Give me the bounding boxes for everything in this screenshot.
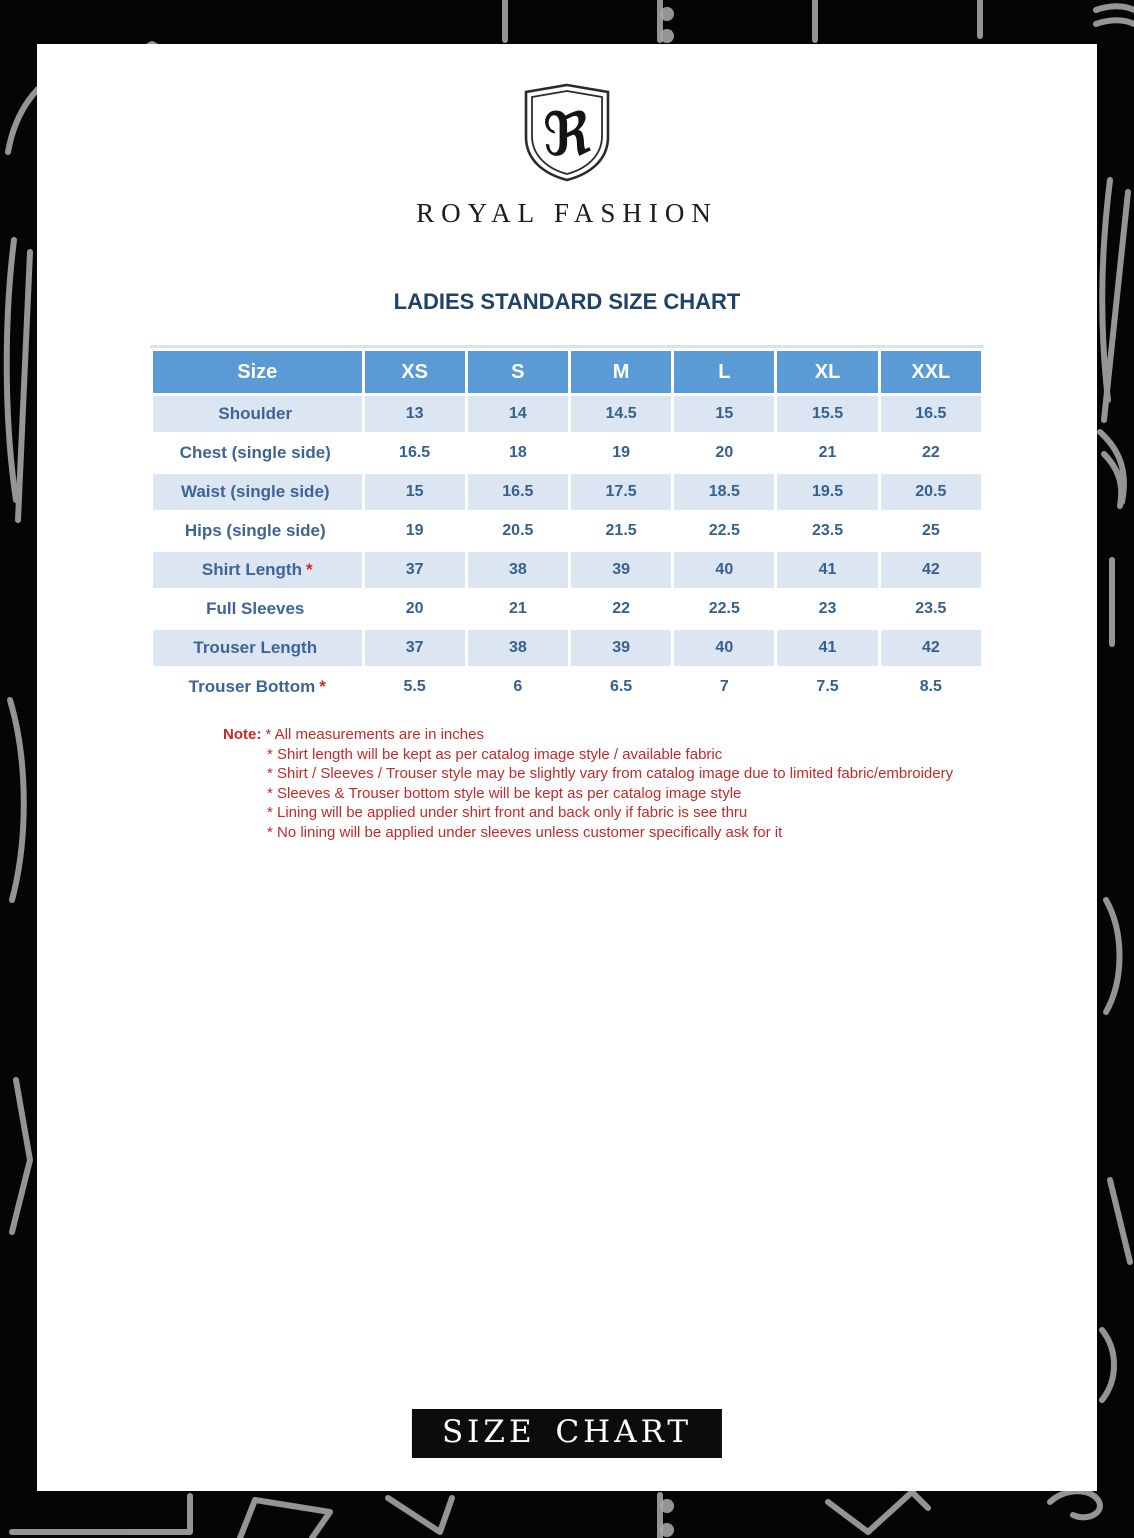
royal-fashion-shield-logo [524,83,610,183]
table-cell: 22 [881,435,981,471]
table-cell: 8.5 [881,669,981,705]
table-row [153,669,981,705]
table-row [153,435,981,471]
col-header-xxl: XXL [881,351,981,393]
table-cell: 14 [468,396,568,432]
table-cell: 5.5 [365,669,465,705]
note-label: Note: [223,726,262,743]
asterisk: * [319,677,326,696]
table-cell: 23.5 [777,513,877,549]
table-cell: 14.5 [571,396,671,432]
table-cell: 37 [365,552,465,588]
table-cell: 41 [777,552,877,588]
table-cell: 15 [365,474,465,510]
row-label: Chest (single side) [153,435,362,471]
row-label: Shirt Length * [153,552,362,588]
table-cell: 20 [674,435,774,471]
document-page [37,44,1097,1491]
table-cell: 41 [777,630,877,666]
table-cell: 19 [365,513,465,549]
table-cell: 22.5 [674,513,774,549]
table-cell: 16.5 [468,474,568,510]
table-cell: 22.5 [674,591,774,627]
note-line: * Shirt / Sleeves / Trouser style may be slightly vary from catalog image due to limited fabric/embroidery [267,765,954,783]
table-row [153,552,981,588]
table-cell: 21 [468,591,568,627]
note-text: * All measurements are in inches [265,726,484,743]
col-header-xs: XS [365,351,465,393]
table-row [153,591,981,627]
row-label: Trouser Length [153,630,362,666]
table-cell: 18.5 [674,474,774,510]
table-cell: 40 [674,630,774,666]
table-cell: 15 [674,396,774,432]
table-cell: 19 [571,435,671,471]
table-row [153,474,981,510]
table-cell: 39 [571,552,671,588]
table-cell: 6.5 [571,669,671,705]
table-cell: 20 [365,591,465,627]
table-cell: 38 [468,552,568,588]
note-line: * Lining will be applied under shirt front and back only if fabric is see thru [267,804,748,822]
table-cell: 17.5 [571,474,671,510]
table-cell: 25 [881,513,981,549]
table-cell: 16.5 [881,396,981,432]
table-cell: 6 [468,669,568,705]
table-cell: 7 [674,669,774,705]
brand-name: ROYAL FASHION [416,198,718,228]
size-chart-banner: SIZE CHART [412,1409,722,1458]
row-label: Full Sleeves [153,591,362,627]
table-cell: 16.5 [365,435,465,471]
note-line [223,725,1097,745]
table-cell: 15.5 [777,396,877,432]
note-line: * No lining will be applied under sleeves unless customer specifically ask for it [267,823,783,841]
table-cell: 23.5 [881,591,981,627]
row-label: Shoulder [153,396,362,432]
table-row [153,396,981,432]
table-cell: 21.5 [571,513,671,549]
table-cell: 13 [365,396,465,432]
col-header-m: M [571,351,671,393]
table-cell: 42 [881,552,981,588]
row-label: Waist (single side) [153,474,362,510]
table-cell: 20.5 [881,474,981,510]
table-cell: 7.5 [777,669,877,705]
table-cell: 19.5 [777,474,877,510]
size-table [150,345,984,708]
table-row [153,513,981,549]
page-title: LADIES STANDARD SIZE CHART [393,289,741,314]
row-label: Trouser Bottom * [153,669,362,705]
col-header-xl: XL [777,351,877,393]
table-cell: 38 [468,630,568,666]
table-cell: 37 [365,630,465,666]
col-header-l: L [674,351,774,393]
note-line: * Shirt length will be kept as per catalog image style / available fabric [267,745,723,763]
row-label: Hips (single side) [153,513,362,549]
table-cell: 23 [777,591,877,627]
table-cell: 18 [468,435,568,471]
table-header-row [153,351,981,393]
table-cell: 40 [674,552,774,588]
table-cell: 22 [571,591,671,627]
asterisk: * [305,560,313,579]
note-line: * Sleeves & Trouser bottom style will be kept as per catalog image style [267,784,742,802]
blackletter-r-monogram: ℜ [542,100,592,170]
table-cell: 42 [881,630,981,666]
col-header-size: Size [153,351,362,393]
table-cell: 20.5 [468,513,568,549]
table-cell: 21 [777,435,877,471]
notes-block [223,725,1097,843]
table-row [153,630,981,666]
col-header-s: S [468,351,568,393]
table-cell: 39 [571,630,671,666]
